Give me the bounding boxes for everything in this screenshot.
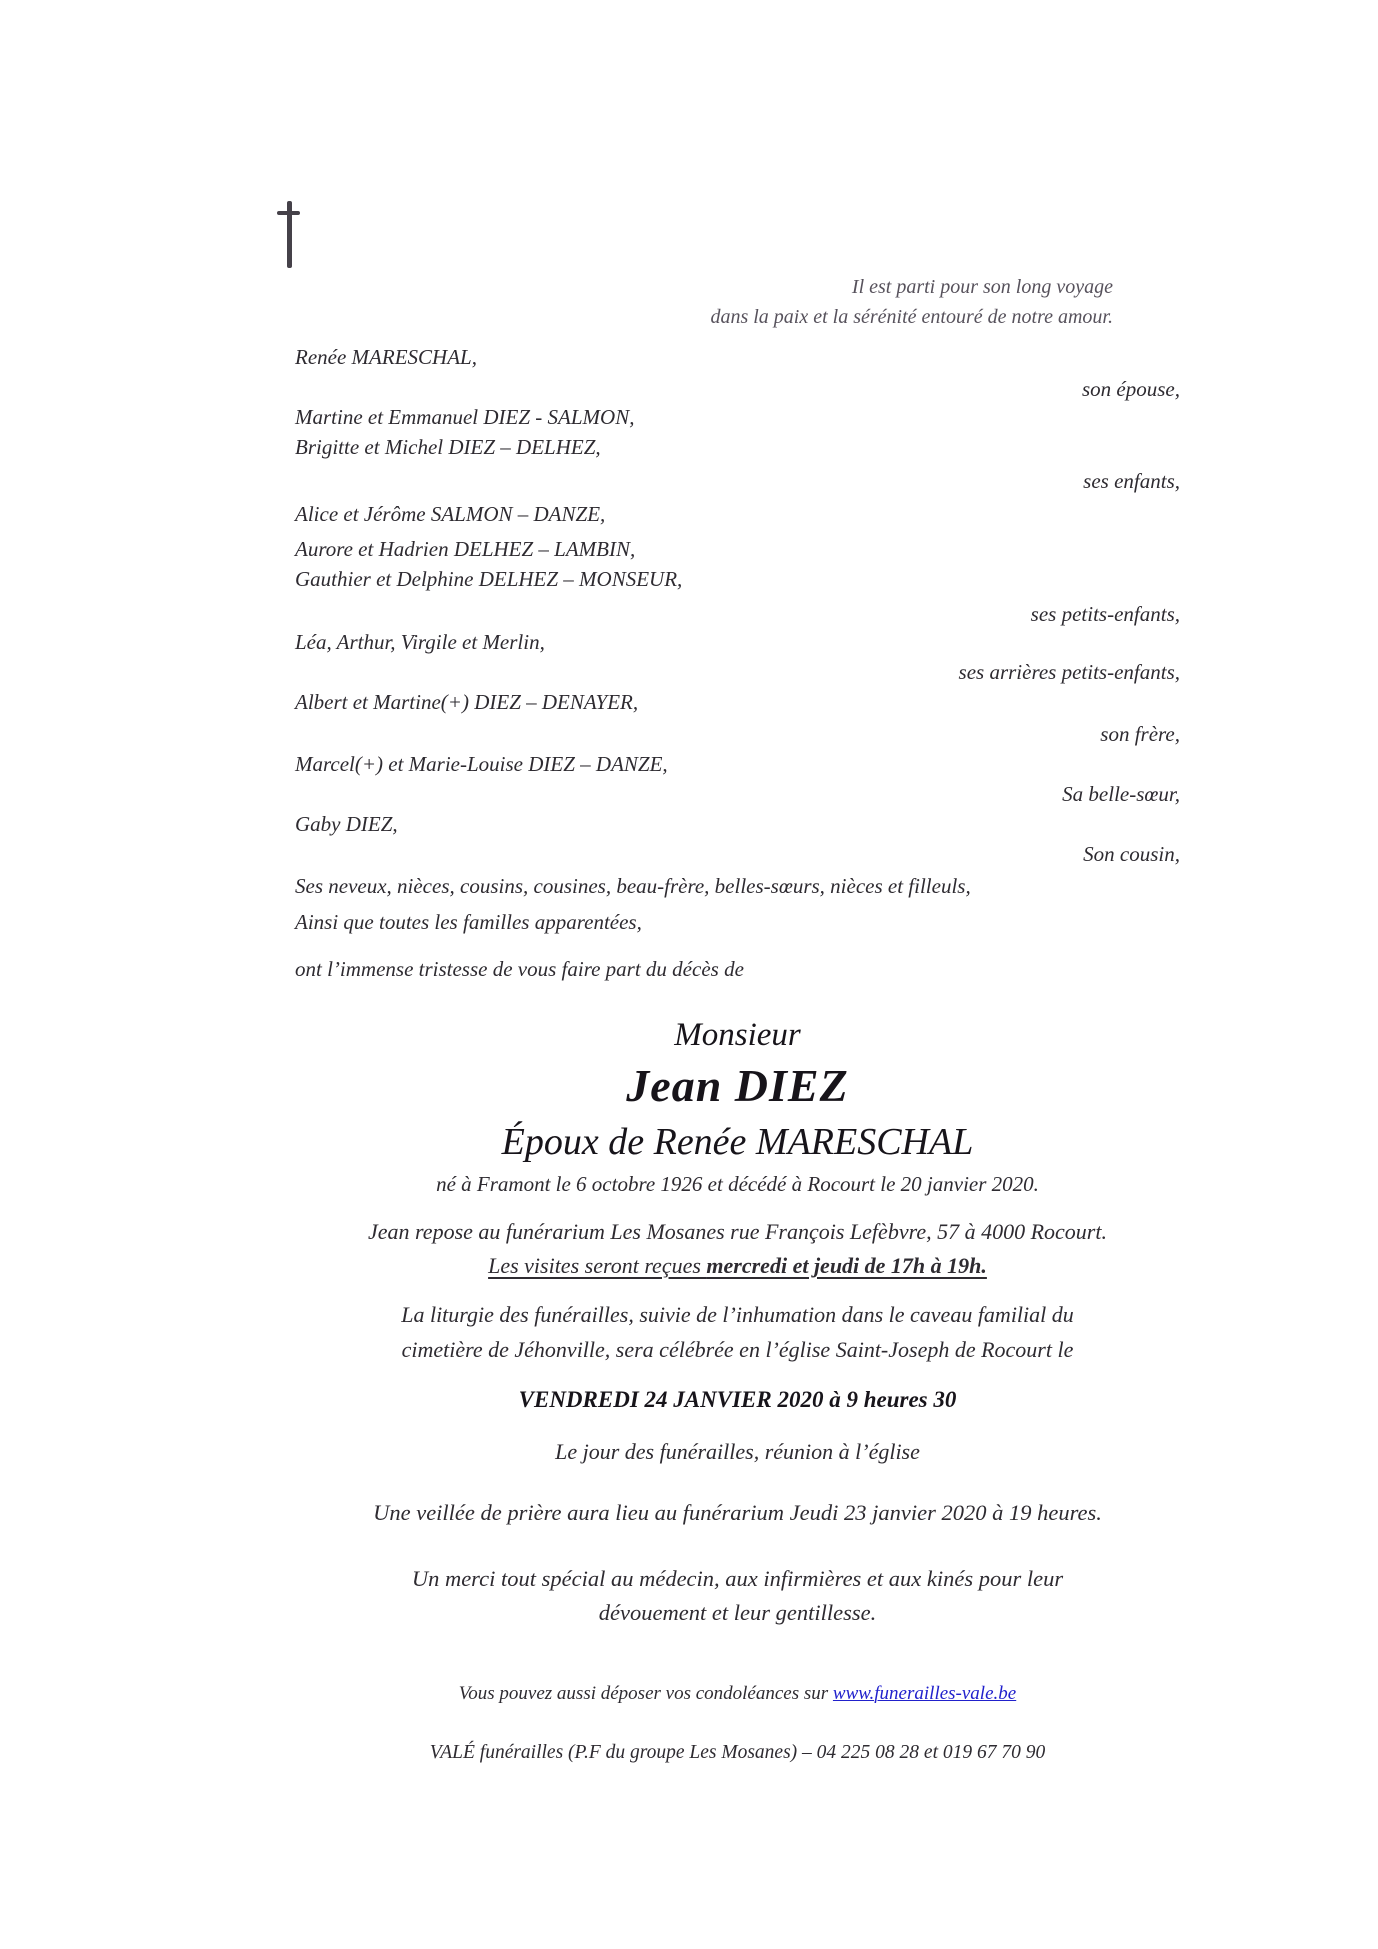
deceased-title: Monsieur (674, 1017, 801, 1053)
family-line: Gauthier et Delphine DELHEZ – MONSEUR, (295, 567, 683, 591)
liturgy-line: La liturgie des funérailles, suivie de l’inhumation dans le caveau familial du (401, 1302, 1074, 1327)
family-line: Albert et Martine(+) DIEZ – DENAYER, (295, 690, 639, 714)
relationship-label: Son cousin, (1083, 842, 1180, 866)
condolences-line (295, 1682, 1180, 1707)
funeral-datetime: VENDREDI 24 JANVIER 2020 à 9 heures 30 (518, 1387, 957, 1412)
condolences-website-link[interactable]: www.funerailles-vale.be (832, 1683, 1017, 1704)
thanks-line: dévouement et leur gentillesse. (598, 1600, 877, 1625)
repose-info: Jean repose au funérarium Les Mosanes rue François Lefèbvre, 57 à 4000 Rocourt. (368, 1219, 1107, 1244)
relationship-label: son épouse, (1082, 377, 1180, 401)
family-line: Renée MARESCHAL, (295, 345, 477, 369)
quote-line: Il est parti pour son long voyage (851, 276, 1113, 298)
liturgy-info (295, 1297, 1180, 1367)
family-line: Ses neveux, nièces, cousins, cousines, beau-frère, belles-sœurs, nièces et filleuls, (295, 874, 971, 898)
family-line: Brigitte et Michel DIEZ – DELHEZ, (295, 435, 601, 459)
visits-prefix: Les visites seront reçues (488, 1253, 707, 1278)
opening-quote (710, 272, 1113, 332)
visits-schedule: mercredi et jeudi de 17h à 19h. (706, 1253, 987, 1278)
thanks-line: Un merci tout spécial au médecin, aux infirmières et aux kinés pour leur (411, 1566, 1064, 1591)
family-line: Ainsi que toutes les familles apparentées, (295, 910, 642, 934)
meeting-info: Le jour des funérailles, réunion à l’église (555, 1439, 920, 1464)
quote-line: dans la paix et la sérénité entouré de notre amour. (710, 306, 1113, 328)
announcement-line: ont l’immense tristesse de vous faire part du décès de (295, 957, 744, 981)
relationship-label: ses enfants, (1083, 469, 1180, 493)
funeral-home-info: VALÉ funérailles (P.F du groupe Les Mosanes) – 04 225 08 28 et 019 67 70 90 (429, 1742, 1046, 1763)
family-line: Martine et Emmanuel DIEZ - SALMON, (295, 405, 635, 429)
family-line: Aurore et Hadrien DELHEZ – LAMBIN, (295, 537, 636, 561)
visits-info (295, 1252, 1180, 1281)
cross-horizontal-bar (277, 211, 300, 216)
relationship-label: Sa belle-sœur, (1062, 782, 1180, 806)
relationship-label: ses petits-enfants, (1030, 602, 1180, 626)
deceased-name: Jean DIEZ (626, 1060, 849, 1111)
liturgy-line: cimetière de Jéhonville, sera célébrée en l’église Saint-Joseph de Rocourt le (401, 1337, 1074, 1362)
relationship-label: son frère, (1100, 722, 1180, 746)
relationship-label: ses arrières petits-enfants, (958, 660, 1180, 684)
deceased-life-dates: né à Framont le 6 octobre 1926 et décédé à Rocourt le 20 janvier 2020. (436, 1172, 1039, 1196)
condolences-text: Vous pouvez aussi déposer vos condoléances sur (458, 1683, 833, 1704)
deceased-spouse-line: Époux de Renée MARESCHAL (501, 1121, 974, 1163)
cross-icon (277, 201, 301, 268)
vigil-info: Une veillée de prière aura lieu au funérarium Jeudi 23 janvier 2020 à 19 heures. (373, 1500, 1102, 1525)
thanks-note (295, 1562, 1180, 1630)
family-line: Gaby DIEZ, (295, 812, 398, 836)
family-line: Léa, Arthur, Virgile et Merlin, (295, 630, 545, 654)
family-line: Marcel(+) et Marie-Louise DIEZ – DANZE, (295, 752, 668, 776)
family-line: Alice et Jérôme SALMON – DANZE, (295, 502, 606, 526)
